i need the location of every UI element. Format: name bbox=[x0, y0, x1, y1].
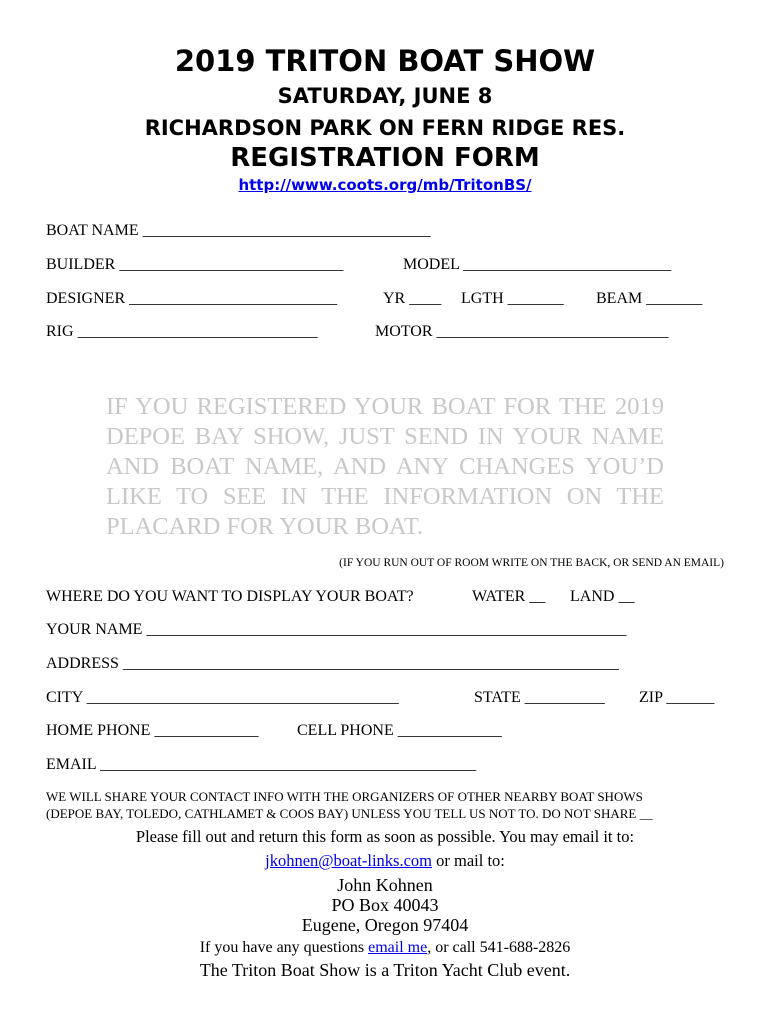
zip-blank[interactable]: ______ bbox=[662, 689, 715, 706]
address-label: ADDRESS bbox=[46, 655, 119, 672]
state-field[interactable] bbox=[474, 689, 605, 707]
model-label: MODEL bbox=[403, 256, 460, 273]
water-option[interactable]: WATER __ bbox=[472, 588, 546, 605]
questions-line bbox=[0, 939, 770, 957]
cell-phone-blank[interactable]: _____________ bbox=[393, 722, 502, 739]
email-field[interactable] bbox=[46, 756, 476, 774]
year-field[interactable] bbox=[383, 290, 441, 308]
rig-field[interactable] bbox=[46, 323, 318, 341]
email-blank[interactable]: _______________________________________________ bbox=[96, 756, 477, 773]
show-title: 2019 TRITON BOAT SHOW bbox=[174, 44, 596, 78]
length-field[interactable] bbox=[461, 290, 564, 308]
beam-field[interactable] bbox=[596, 290, 702, 308]
contact-name: John Kohnen bbox=[337, 875, 433, 895]
land-option[interactable]: LAND __ bbox=[570, 588, 635, 605]
club-event-note: The Triton Boat Show is a Triton Yacht Club event. bbox=[199, 960, 571, 980]
year-blank[interactable]: ____ bbox=[405, 290, 442, 307]
motor-label: MOTOR bbox=[375, 323, 433, 340]
rig-blank[interactable]: ______________________________ bbox=[73, 323, 318, 340]
questions-pre: If you have any questions bbox=[199, 939, 369, 956]
your-name-blank[interactable]: ____________________________________________________________ bbox=[142, 621, 627, 638]
length-blank[interactable]: _______ bbox=[503, 290, 564, 307]
model-blank[interactable]: __________________________ bbox=[459, 256, 672, 273]
email-label: EMAIL bbox=[46, 756, 97, 773]
display-question: WHERE DO YOU WANT TO DISPLAY YOUR BOAT? bbox=[46, 588, 414, 605]
designer-blank[interactable]: __________________________ bbox=[125, 290, 338, 307]
show-url-link[interactable]: http://www.coots.org/mb/TritonBS/ bbox=[238, 176, 532, 194]
builder-label: BUILDER bbox=[46, 256, 116, 273]
form-title: REGISTRATION FORM bbox=[230, 143, 540, 173]
returning-registrant-notice: IF YOU REGISTERED YOUR BOAT FOR THE 2019 DEPOE BAY SHOW, JUST SEND IN YOUR NAME AND BOAT NAME, AND ANY CHANGES YOU’D LIKE TO SEE IN THE INFORMATION ON THE PLACARD FOR YOUR BOAT. bbox=[106, 393, 664, 540]
zip-label: ZIP bbox=[639, 689, 663, 706]
address-field[interactable] bbox=[46, 655, 619, 673]
length-label: LGTH bbox=[461, 290, 504, 307]
email-mail-line bbox=[0, 851, 770, 871]
home-phone-label: HOME PHONE bbox=[46, 722, 151, 739]
show-location: RICHARDSON PARK ON FERN RIDGE RES. bbox=[144, 116, 626, 140]
builder-field[interactable] bbox=[46, 256, 343, 274]
designer-label: DESIGNER bbox=[46, 290, 126, 307]
city-blank[interactable]: _______________________________________ bbox=[82, 689, 399, 706]
home-phone-field[interactable] bbox=[46, 722, 258, 740]
motor-field[interactable] bbox=[375, 323, 669, 341]
room-note: (IF YOU RUN OUT OF ROOM WRITE ON THE BACK, OR SEND AN EMAIL) bbox=[339, 557, 724, 569]
rig-label: RIG bbox=[46, 323, 74, 340]
email-link[interactable]: jkohnen@boat-links.com bbox=[265, 851, 432, 870]
your-name-field[interactable] bbox=[46, 621, 626, 639]
boat-name-label: BOAT NAME bbox=[46, 222, 139, 239]
designer-field[interactable] bbox=[46, 290, 337, 308]
boat-name-field[interactable] bbox=[46, 222, 431, 240]
home-phone-blank[interactable]: _____________ bbox=[150, 722, 259, 739]
model-field[interactable] bbox=[403, 256, 671, 274]
motor-blank[interactable]: _____________________________ bbox=[432, 323, 669, 340]
share-notice-line-1: WE WILL SHARE YOUR CONTACT INFO WITH THE ORGANIZERS OF OTHER NEARBY BOAT SHOWS bbox=[46, 789, 643, 804]
city-field[interactable] bbox=[46, 689, 399, 707]
return-instructions: Please fill out and return this form as soon as possible. You may email it to: bbox=[135, 827, 635, 846]
email-me-link[interactable]: email me bbox=[368, 939, 428, 956]
questions-post: , or call 541-688-2826 bbox=[427, 939, 571, 956]
address-blank[interactable]: ______________________________________________________________ bbox=[118, 655, 619, 672]
contact-po-box: PO Box 40043 bbox=[331, 895, 439, 915]
mail-text: or mail to: bbox=[432, 851, 505, 870]
builder-blank[interactable]: ____________________________ bbox=[115, 256, 344, 273]
state-blank[interactable]: __________ bbox=[520, 689, 605, 706]
beam-blank[interactable]: _______ bbox=[642, 290, 703, 307]
contact-city: Eugene, Oregon 97404 bbox=[301, 915, 469, 935]
beam-label: BEAM bbox=[596, 290, 643, 307]
zip-field[interactable] bbox=[639, 689, 714, 707]
boat-name-blank[interactable]: ____________________________________ bbox=[138, 222, 431, 239]
show-date: SATURDAY, JUNE 8 bbox=[277, 84, 493, 108]
cell-phone-field[interactable] bbox=[297, 722, 502, 740]
state-label: STATE bbox=[474, 689, 521, 706]
your-name-label: YOUR NAME bbox=[46, 621, 143, 638]
share-notice-line-2: (DEPOE BAY, TOLEDO, CATHLAMET & COOS BAY) UNLESS YOU TELL US NOT TO. DO NOT SHARE __ bbox=[46, 806, 653, 821]
city-label: CITY bbox=[46, 689, 83, 706]
year-label: YR bbox=[383, 290, 406, 307]
cell-phone-label: CELL PHONE bbox=[297, 722, 394, 739]
